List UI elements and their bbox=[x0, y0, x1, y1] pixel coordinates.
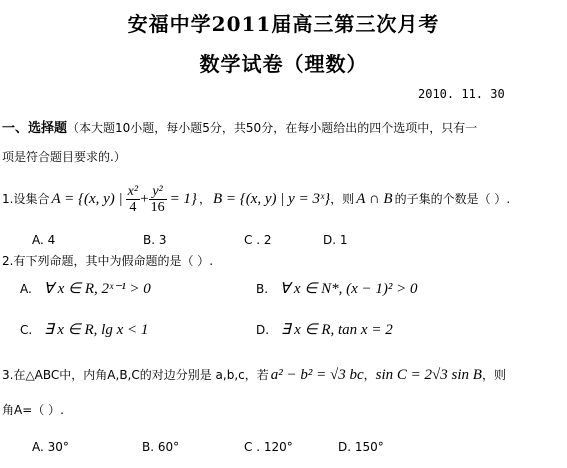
option-label: C. bbox=[20, 323, 33, 337]
intersection: A ∩ B bbox=[356, 191, 393, 207]
condition-2: sin C = 2√3 sin B bbox=[375, 367, 482, 383]
option-label: D. bbox=[256, 323, 270, 337]
question-3-stem-line2: 角A=（ ）. bbox=[2, 403, 64, 417]
question-text: ，则 bbox=[481, 368, 506, 382]
option-label: A. bbox=[20, 282, 32, 296]
option-c bbox=[20, 323, 148, 337]
exam-subtitle: 数学试卷（理数） bbox=[199, 52, 368, 76]
fraction-denominator: 16 bbox=[150, 199, 165, 215]
question-text: ，则 bbox=[330, 192, 355, 206]
option-c: C . 120° bbox=[244, 440, 293, 454]
fraction-numerator: y² bbox=[149, 184, 167, 200]
option-b bbox=[256, 282, 418, 296]
option-text: ∃ x ∈ R, lg x < 1 bbox=[44, 322, 149, 338]
question-2-stem bbox=[2, 254, 213, 268]
exam-title: 安福中学2011届高三第三次月考 bbox=[127, 12, 440, 36]
option-d: D. 150° bbox=[338, 440, 384, 454]
question-text: 的子集的个数是（ ）. bbox=[394, 192, 511, 206]
section-intro-line1: （本大题10小题，每小题5分，共50分，在每小题给出的四个选项中，只有一 bbox=[67, 121, 478, 135]
condition-1: a² − b² = √3 bc bbox=[270, 367, 364, 383]
option-text: ∀ x ∈ R, 2ˣ⁻¹ > 0 bbox=[43, 281, 151, 297]
exam-date: 2010. 11. 30 bbox=[418, 87, 505, 101]
set-a-lhs: A = {(x, y) | bbox=[51, 191, 123, 207]
question-number: 3. bbox=[2, 368, 14, 382]
fraction-x-over-4 bbox=[126, 184, 140, 215]
question-1-stem: 1. 设集合 A = {(x, y) | $\frac{\text{x²}}{4}$ + $\frac{\text{y²}}{16}$ = 1} ， B = {(x, y) | y = 3ˣ} ，则 A ∩ B 的子集的个数是（ ）. bbox=[2, 183, 511, 215]
question-text: 在△ABC中，内角A,B,C的对边分别是 a,b,c，若 bbox=[13, 368, 269, 382]
question-text: 有下列命题，其中为假命题的是（ ）. bbox=[13, 254, 214, 268]
plus-sign: + bbox=[140, 191, 149, 207]
option-a bbox=[20, 282, 151, 296]
section-intro-line2: 项是符合题目要求的.） bbox=[2, 150, 126, 164]
fraction-denominator: 4 bbox=[129, 199, 137, 215]
option-d bbox=[256, 323, 393, 337]
set-a-rhs: = 1} bbox=[169, 191, 197, 207]
option-a: A. 4 bbox=[32, 233, 56, 247]
set-b: B = {(x, y) | y = 3ˣ} bbox=[212, 191, 331, 207]
option-text: ∃ x ∈ R, tan x = 2 bbox=[280, 322, 393, 338]
option-c: C . 2 bbox=[244, 233, 272, 247]
option-d: D. 1 bbox=[323, 233, 348, 247]
section-intro bbox=[2, 121, 477, 136]
question-3-stem bbox=[2, 368, 506, 382]
option-label: B. bbox=[256, 282, 269, 296]
question-number: 2. bbox=[2, 254, 14, 268]
option-b: B. 3 bbox=[143, 233, 167, 247]
option-b: B. 60° bbox=[142, 440, 180, 454]
section-heading: 一、选择题 bbox=[2, 121, 68, 136]
fraction-y-over-16 bbox=[149, 184, 167, 215]
fraction-numerator: x² bbox=[127, 183, 139, 199]
option-a: A. 30° bbox=[32, 440, 69, 454]
option-text: ∀ x ∈ N*, (x − 1)² > 0 bbox=[279, 281, 418, 297]
question-text: 设集合 bbox=[13, 192, 50, 206]
question-number: 1. bbox=[2, 192, 14, 206]
separator: ， bbox=[363, 368, 376, 382]
